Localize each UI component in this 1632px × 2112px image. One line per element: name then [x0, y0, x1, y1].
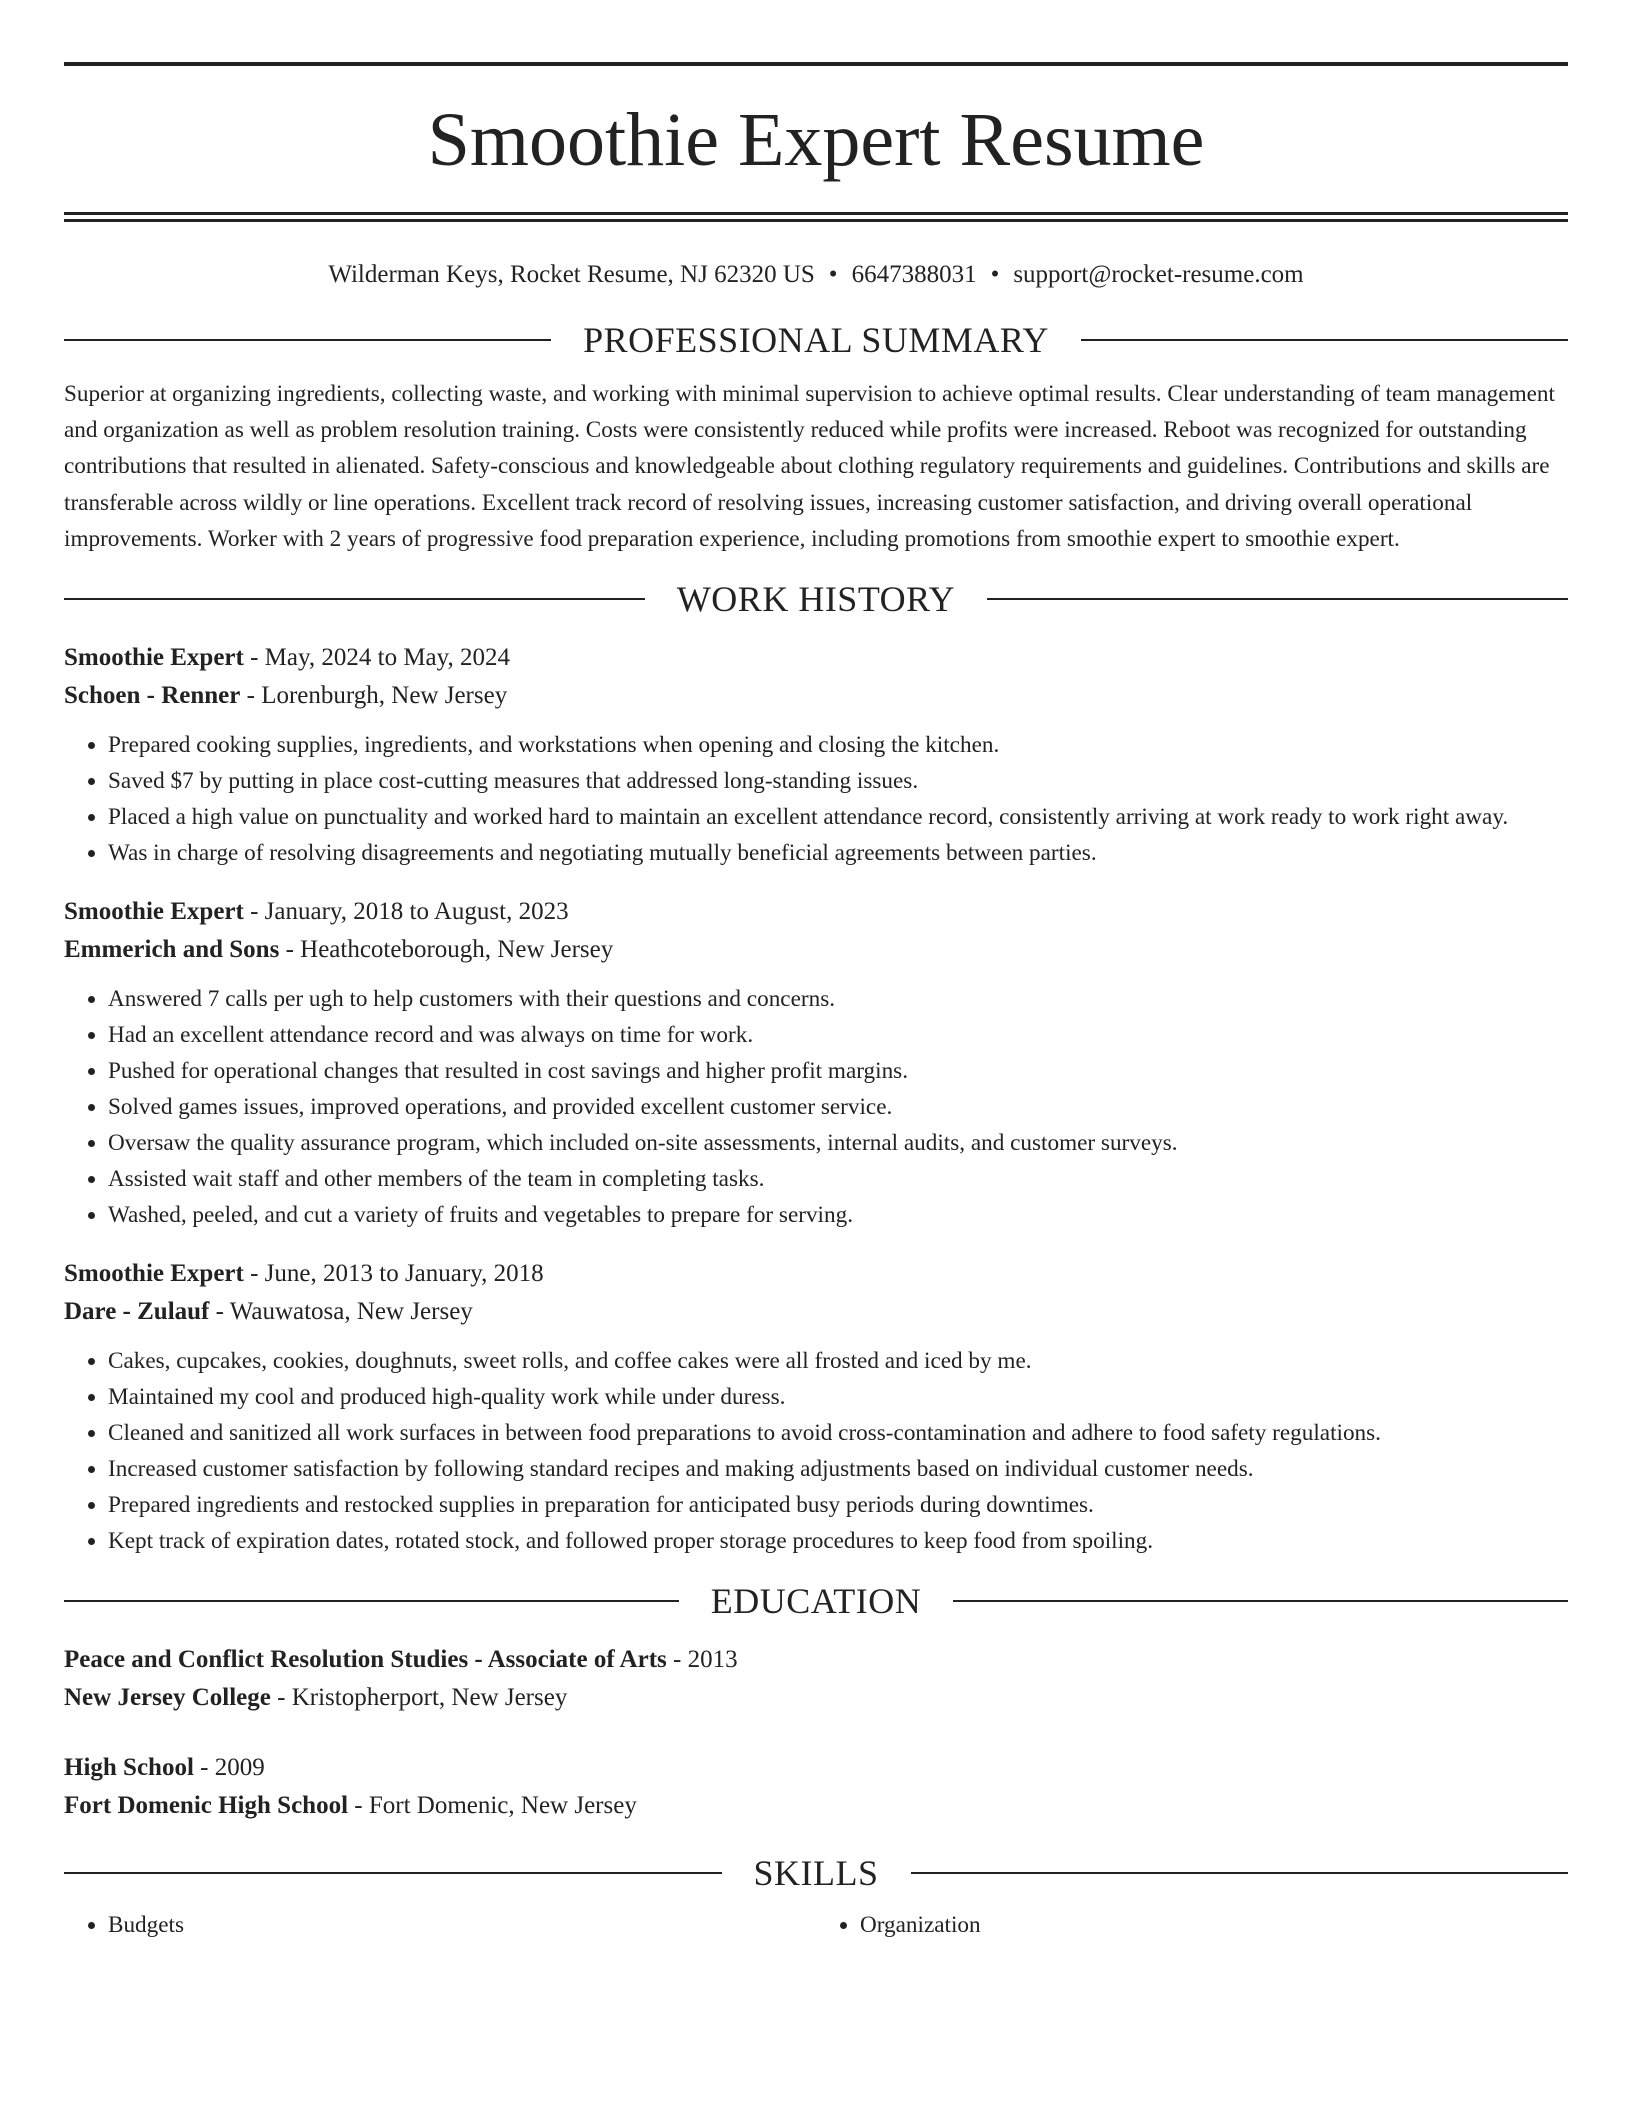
education-school-line — [64, 1679, 1568, 1717]
section-rule — [64, 1872, 722, 1874]
education-list — [64, 1641, 1568, 1825]
section-title-work: WORK HISTORY — [676, 579, 956, 620]
job-duties — [64, 1343, 1568, 1559]
job-title: Smoothie Expert — [64, 644, 244, 672]
job-location: - Wauwatosa, New Jersey — [209, 1298, 473, 1326]
contact-line — [64, 260, 1568, 290]
work-history-list — [64, 639, 1568, 1559]
contact-phone: 6647388031 — [851, 261, 977, 288]
job-duty-item: • Maintained my cool and produced high-quality work while under duress. — [108, 1379, 1568, 1415]
job-duty-item: • Was in charge of resolving disagreements and negotiating mutually beneficial agreements between parties. — [108, 835, 1568, 871]
job-company: Dare - Zulauf — [64, 1298, 210, 1326]
job-duty-item: • Prepared ingredients and restocked supplies in preparation for anticipated busy periods during downtimes. — [108, 1487, 1568, 1523]
section-title-summary: PROFESSIONAL SUMMARY — [583, 320, 1049, 360]
job-duty-item: • Oversaw the quality assurance program, which included on-site assessments, internal audits, and customer surveys. — [108, 1125, 1568, 1161]
job-duty-item: • Pushed for operational changes that resulted in cost savings and higher profit margins. — [108, 1053, 1568, 1089]
section-header-education — [64, 1579, 1568, 1623]
education-entry — [64, 1641, 1568, 1717]
section-title-education: EDUCATION — [710, 1581, 922, 1622]
job-entry — [64, 1255, 1568, 1559]
job-duty-item: • Placed a high value on punctuality and worked hard to maintain an excellent attendance record, consistently arriving at work ready to work right away. — [108, 799, 1568, 835]
resume-title: Smoothie Expert Resume — [427, 98, 1205, 182]
section-rule — [64, 1600, 679, 1602]
job-duty-item: • Washed, peeled, and cut a variety of fruits and vegetables to prepare for serving. — [108, 1197, 1568, 1233]
job-company: Emmerich and Sons — [64, 936, 280, 964]
education-school: Fort Domenic High School — [64, 1792, 349, 1820]
job-dates: - June, 2013 to January, 2018 — [243, 1260, 544, 1288]
skills-column-right — [816, 1907, 1568, 1943]
job-company-line — [64, 1293, 1568, 1331]
job-location: - Lorenburgh, New Jersey — [240, 682, 508, 710]
job-title-line — [64, 893, 1568, 931]
job-dates: - January, 2018 to August, 2023 — [243, 898, 569, 926]
job-duty-item: • Saved $7 by putting in place cost-cutting measures that addressed long-standing issues. — [108, 763, 1568, 799]
skills-list — [64, 1907, 1568, 1943]
job-title-line — [64, 1255, 1568, 1293]
section-rule — [987, 598, 1568, 600]
job-duty-item: • Solved games issues, improved operations, and provided excellent customer service. — [108, 1089, 1568, 1125]
job-company-line — [64, 931, 1568, 969]
job-duties — [64, 981, 1568, 1233]
job-company-line — [64, 677, 1568, 715]
job-company: Schoen - Renner — [64, 682, 241, 710]
job-duty-item: • Prepared cooking supplies, ingredients, and workstations when opening and closing the kitchen. — [108, 727, 1568, 763]
education-location: - Kristopherport, New Jersey — [270, 1684, 568, 1712]
education-location: - Fort Domenic, New Jersey — [348, 1792, 637, 1820]
job-title: Smoothie Expert — [64, 898, 244, 926]
education-degree-line — [64, 1749, 1568, 1787]
section-header-summary — [64, 318, 1568, 362]
job-duty-item: • Had an excellent attendance record and was always on time for work. — [108, 1017, 1568, 1053]
section-title-skills: SKILLS — [753, 1853, 879, 1894]
contact-address: Wilderman Keys, Rocket Resume, NJ 62320 US — [328, 261, 815, 288]
contact-separator: • — [828, 261, 838, 288]
job-entry — [64, 893, 1568, 1233]
job-duty-item: • Cleaned and sanitized all work surfaces in between food preparations to avoid cross-contamination and adhere to food safety regulations. — [108, 1415, 1568, 1451]
education-year: - 2009 — [193, 1754, 265, 1782]
education-degree: High School — [64, 1754, 194, 1782]
job-duty-item: • Cakes, cupcakes, cookies, doughnuts, sweet rolls, and coffee cakes were all frosted and iced by me. — [108, 1343, 1568, 1379]
section-rule — [64, 339, 551, 341]
contact-email: support@rocket-resume.com — [1013, 261, 1304, 288]
top-rule — [64, 62, 1568, 66]
job-duties — [64, 727, 1568, 871]
job-title: Smoothie Expert — [64, 1260, 244, 1288]
section-header-skills — [64, 1851, 1568, 1895]
education-school: New Jersey College — [64, 1684, 271, 1712]
job-duty-item: • Assisted wait staff and other members of the team in completing tasks. — [108, 1161, 1568, 1197]
job-location: - Heathcoteborough, New Jersey — [279, 936, 614, 964]
education-entry — [64, 1749, 1568, 1825]
job-duty-item: • Increased customer satisfaction by following standard recipes and making adjustments based on individual customer needs. — [108, 1451, 1568, 1487]
section-rule — [64, 598, 645, 600]
section-rule — [953, 1600, 1568, 1602]
job-dates: - May, 2024 to May, 2024 — [243, 644, 511, 672]
job-title-line — [64, 639, 1568, 677]
skill-item: • Budgets — [108, 1907, 816, 1943]
contact-separator: • — [990, 261, 1000, 288]
summary-text: Superior at organizing ingredients, collecting waste, and working with minimal supervision to achieve optimal results. Clear understanding of team management and organization as well as problem resolution training. Costs were consistently reduced while profits were increased. Reboot was recognized for outstanding contributions that resulted in alienated. Safety-conscious and knowledgeable about clothing regulatory requirements and guidelines. Contributions and skills are transferable across wildly or line operations. Excellent track record of resolving issues, increasing customer satisfaction, and driving overall operational improvements. Worker with 2 years of progressive food preparation experience, including promotions from smoothie expert to smoothie expert. — [64, 381, 1555, 552]
education-school-line — [64, 1787, 1568, 1825]
job-duty-item: • Answered 7 calls per ugh to help customers with their questions and concerns. — [108, 981, 1568, 1017]
education-degree-line — [64, 1641, 1568, 1679]
skill-item: • Organization — [860, 1907, 1568, 1943]
section-rule — [1081, 339, 1568, 341]
section-header-work — [64, 577, 1568, 621]
job-entry — [64, 639, 1568, 871]
education-degree: Peace and Conflict Resolution Studies - Associate of Arts — [64, 1646, 667, 1674]
title-double-rule — [64, 212, 1568, 222]
skills-column-left — [64, 1907, 816, 1943]
section-rule — [911, 1872, 1569, 1874]
job-duty-item: • Kept track of expiration dates, rotated stock, and followed proper storage procedures to keep food from spoiling. — [108, 1523, 1568, 1559]
education-year: - 2013 — [666, 1646, 738, 1674]
